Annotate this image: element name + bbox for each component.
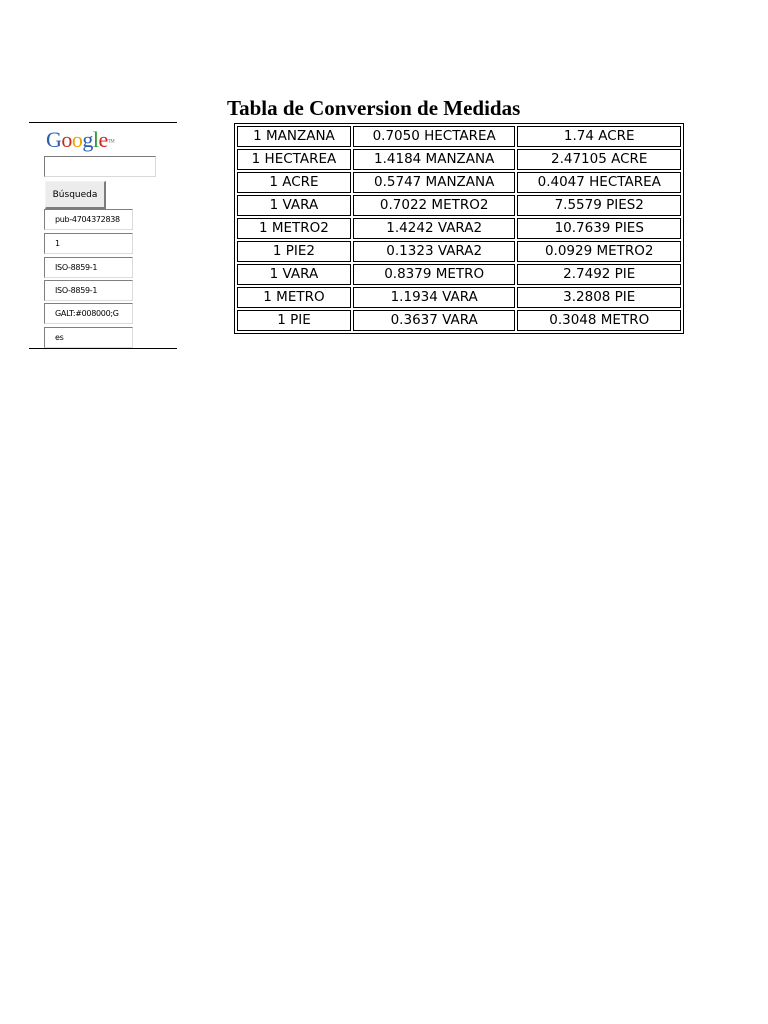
table-row <box>237 172 681 193</box>
conversion-b-cell: 2.7492 PIE <box>517 264 681 285</box>
conversion-b-cell: 1.74 ACRE <box>517 126 681 147</box>
table-row <box>237 241 681 262</box>
conversion-b-cell: 0.4047 HECTAREA <box>517 172 681 193</box>
conversion-table-body <box>237 126 681 331</box>
google-logo[interactable]: Google™ <box>46 127 115 152</box>
source-unit-cell: 1 PIE2 <box>237 241 351 262</box>
table-row <box>237 149 681 170</box>
source-unit-cell: 1 HECTAREA <box>237 149 351 170</box>
conversion-b-cell: 0.3048 METRO <box>517 310 681 331</box>
conversion-b-cell: 0.0929 METRO2 <box>517 241 681 262</box>
source-unit-cell: 1 PIE <box>237 310 351 331</box>
conversion-b-cell: 2.47105 ACRE <box>517 149 681 170</box>
table-row <box>237 126 681 147</box>
table-row <box>237 287 681 308</box>
search-input[interactable] <box>44 156 156 177</box>
language-field[interactable] <box>44 327 133 348</box>
table-row <box>237 195 681 216</box>
color-settings-field[interactable] <box>44 303 133 324</box>
conversion-b-cell: 3.2808 PIE <box>517 287 681 308</box>
conversion-a-cell: 0.1323 VARA2 <box>353 241 516 262</box>
conversion-table <box>234 123 684 334</box>
input-encoding-field[interactable] <box>44 257 133 278</box>
google-search-widget <box>29 122 177 349</box>
conversion-a-cell: 0.7022 METRO2 <box>353 195 516 216</box>
conversion-a-cell: 1.4242 VARA2 <box>353 218 516 239</box>
source-unit-cell: 1 METRO2 <box>237 218 351 239</box>
conversion-a-cell: 0.5747 MANZANA <box>353 172 516 193</box>
conversion-a-cell: 1.1934 VARA <box>353 287 516 308</box>
safe-search-field[interactable] <box>44 233 133 254</box>
page-title: Tabla de Conversion de Medidas <box>227 96 521 120</box>
output-encoding-field[interactable] <box>44 280 133 301</box>
source-unit-cell: 1 MANZANA <box>237 126 351 147</box>
conversion-a-cell: 0.3637 VARA <box>353 310 516 331</box>
source-unit-cell: 1 METRO <box>237 287 351 308</box>
table-row <box>237 218 681 239</box>
source-unit-cell: 1 VARA <box>237 195 351 216</box>
conversion-b-cell: 10.7639 PIES <box>517 218 681 239</box>
publisher-id-field[interactable] <box>44 209 133 230</box>
conversion-b-cell: 7.5579 PIES2 <box>517 195 681 216</box>
conversion-a-cell: 0.7050 HECTAREA <box>353 126 516 147</box>
source-unit-cell: 1 ACRE <box>237 172 351 193</box>
table-row <box>237 310 681 331</box>
conversion-a-cell: 1.4184 MANZANA <box>353 149 516 170</box>
conversion-a-cell: 0.8379 METRO <box>353 264 516 285</box>
search-button[interactable]: Búsqueda <box>45 181 106 209</box>
table-row <box>237 264 681 285</box>
source-unit-cell: 1 VARA <box>237 264 351 285</box>
